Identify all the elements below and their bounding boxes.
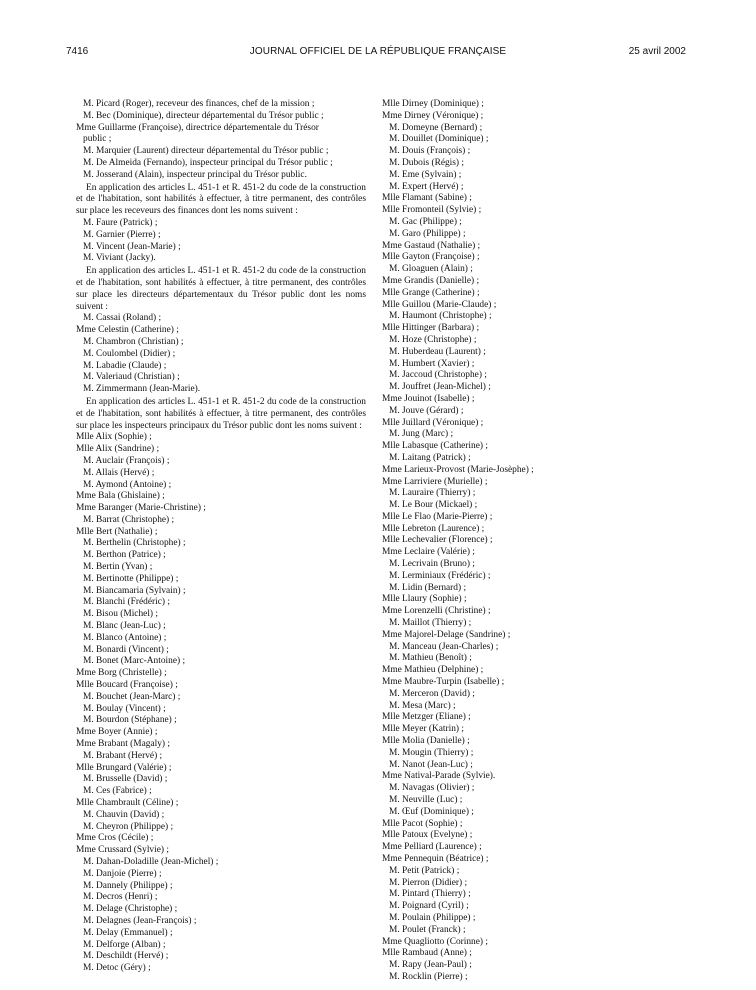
list-item: M. Jaccoud (Christophe) ; xyxy=(389,370,487,381)
list-item: M. Berthon (Patrice) ; xyxy=(83,550,166,561)
list-item: M. Bonardi (Vincent) ; xyxy=(83,644,169,655)
list-item: M. De Almeida (Fernando), inspecteur principal du Trésor public ; xyxy=(83,157,333,168)
list-item: M. Œuf (Dominique) ; xyxy=(389,806,474,817)
list-item: Mme Baranger (Marie-Christine) ; xyxy=(76,503,206,514)
list-item: M. Marquier (Laurent) directeur départemental du Trésor public ; xyxy=(83,146,329,157)
list-item: M. Chambron (Christian) ; xyxy=(83,336,184,347)
list-item: Mlle Juillard (Véronique) ; xyxy=(382,417,484,428)
list-item: Mme Pennequin (Béatrice) ; xyxy=(382,854,489,864)
list-item: Mme Maubre-Turpin (Isabelle) ; xyxy=(382,677,505,688)
list-item: M. Bonet (Marc-Antoine) ; xyxy=(83,656,186,667)
page-header xyxy=(0,46,756,62)
list-item: Mlle Molia (Danielle) ; xyxy=(382,736,470,747)
list-item: M. Garnier (Pierre) ; xyxy=(83,229,161,240)
paragraph: En application des articles L. 451-1 et R. 451-2 du code de la construction et de l'habitation, sont habilités à effectuer, à titre permanent, des contrôles sur place les directeurs départementaux du Trésor public dont les noms suivent : xyxy=(76,266,366,312)
list-item: M. Expert (Hervé) ; xyxy=(389,181,464,192)
list-item: M. Eme (Sylvain) ; xyxy=(389,169,462,180)
list-item: M. Douillet (Dominique) ; xyxy=(389,134,489,145)
list-item: M. Viviant (Jacky). xyxy=(83,253,156,264)
list-item: Mlle Meyer (Katrin) ; xyxy=(382,724,465,735)
list-item: M. Lecrivain (Bruno) ; xyxy=(389,559,475,570)
list-item: M. Delagnes (Jean-François) ; xyxy=(83,915,197,926)
list-item: M. Mathieu (Benoît) ; xyxy=(389,653,472,664)
list-item: M. Brusselle (David) ; xyxy=(83,774,168,785)
list-item: M. Rapy (Jean-Paul) ; xyxy=(389,960,472,971)
list-item: M. Lerminiaux (Frédéric) ; xyxy=(389,570,491,581)
list-item: Mlle Le Flao (Marie-Pierre) ; xyxy=(382,511,493,522)
list-item: M. Jung (Marc) ; xyxy=(389,429,454,440)
journal-title: JOURNAL OFFICIEL DE LA RÉPUBLIQUE FRANÇAISE xyxy=(249,46,507,57)
list-item: M. Picard (Roger), receveur des finances, chef de la mission ; xyxy=(83,99,315,109)
list-item: M. Poulet (Franck) ; xyxy=(389,924,466,935)
list-item: M. Bec (Dominique), directeur départemental du Trésor public ; xyxy=(83,110,324,121)
list-item: M. Poignard (Cyril) ; xyxy=(389,901,469,912)
list-item: M. Blanc (Jean-Luc) ; xyxy=(83,621,166,632)
list-item: M. Delage (Christophe) ; xyxy=(83,904,178,915)
list-item: Mme Pelliard (Laurence) ; xyxy=(382,842,482,853)
list-item: Mme Cros (Cécile) ; xyxy=(76,833,154,844)
list-item: Mlle Gayton (Françoise) ; xyxy=(382,252,480,263)
list-item: Mlle Chambrault (Céline) ; xyxy=(76,798,179,809)
list-item: Mme Guillarme (Françoise), directrice départementale du Trésor xyxy=(76,122,319,133)
list-item: M. Blanchi (Frédéric) ; xyxy=(83,597,170,608)
list-item: M. Dannely (Philippe) ; xyxy=(83,880,173,891)
list-item: Mme Brabant (Magaly) ; xyxy=(76,739,170,750)
list-item: M. Mesa (Marc) ; xyxy=(389,700,456,711)
list-item: Mlle Lechevalier (Florence) ; xyxy=(382,535,493,546)
list-item: Mlle Patoux (Evelyne) ; xyxy=(382,830,473,841)
list-item: M. Dubois (Régis) ; xyxy=(389,157,464,168)
list-item: Mme Mathieu (Delphine) ; xyxy=(382,665,484,676)
list-item: M. Hoze (Christophe) ; xyxy=(389,334,477,345)
list-item: Mme Natival-Parade (Sylvie). xyxy=(382,771,496,782)
list-item: M. Zimmermann (Jean-Marie). xyxy=(83,384,201,395)
list-item: Mlle Boucard (Françoise) ; xyxy=(76,680,178,691)
list-item: M. Bisou (Michel) ; xyxy=(83,609,158,620)
issue-date: 25 avril 2002 xyxy=(628,46,686,57)
list-item: M. Auclair (François) ; xyxy=(83,455,170,466)
list-item: public ; xyxy=(83,134,112,145)
list-item: Mlle Alix (Sandrine) ; xyxy=(76,444,160,455)
list-item: Mme Borg (Christelle) ; xyxy=(76,668,167,679)
list-item: M. Douis (François) ; xyxy=(389,146,471,157)
list-item: M. Vincent (Jean-Marie) ; xyxy=(83,241,181,252)
list-item: Mme Larieux-Provost (Marie-Josèphe) ; xyxy=(382,464,534,475)
list-item: M. Labadie (Claude) ; xyxy=(83,360,167,371)
list-item: M. Allais (Hervé) ; xyxy=(83,467,155,478)
list-item: M. Haumont (Christophe) ; xyxy=(389,311,492,322)
list-item: Mme Jouinot (Isabelle) ; xyxy=(382,393,475,404)
list-item: M. Deschildt (Hervé) ; xyxy=(83,951,169,962)
list-item: M. Humbert (Xavier) ; xyxy=(389,358,475,369)
list-item: Mme Gastaud (Nathalie) ; xyxy=(382,240,481,251)
list-item: Mlle Rambaud (Anne) ; xyxy=(382,948,472,959)
list-item: M. Gac (Philippe) ; xyxy=(389,216,462,227)
list-item: M. Rocklin (Pierre) ; xyxy=(389,971,468,982)
list-item: M. Faure (Patrick) ; xyxy=(83,217,158,228)
list-item: Mme Bala (Ghislaine) ; xyxy=(76,491,165,502)
list-item: M. Cassai (Roland) ; xyxy=(83,313,162,324)
left-column xyxy=(76,99,366,975)
list-item: M. Delforge (Alban) ; xyxy=(83,939,166,950)
list-item: M. Huberdeau (Laurent) ; xyxy=(389,346,486,357)
list-item: M. Bouchet (Jean-Marc) ; xyxy=(83,691,181,702)
list-item: M. Laitang (Patrick) ; xyxy=(389,452,471,463)
paragraph: En application des articles L. 451-1 et R. 451-2 du code de la construction et de l'habitation, sont habilités à effectuer, à titre permanent, des contrôles sur place les receveurs des finances dont les noms suivent : xyxy=(76,182,366,217)
list-item: M. Brabant (Hervé) ; xyxy=(83,750,163,761)
list-item: Mme Quagliotto (Corinne) ; xyxy=(382,936,488,947)
list-item: M. Merceron (David) ; xyxy=(389,688,475,699)
list-item: M. Pintard (Thierry) ; xyxy=(389,889,471,900)
list-item: M. Maillot (Thierry) ; xyxy=(389,618,472,629)
right-column xyxy=(382,99,682,984)
list-item: Mlle Pacot (Sophie) ; xyxy=(382,818,463,829)
list-item: Mme Larriviere (Murielle) ; xyxy=(382,476,488,487)
list-item: M. Le Bour (Mickael) ; xyxy=(389,500,478,511)
list-item: Mlle Brungard (Valérie) ; xyxy=(76,762,172,773)
list-item: M. Petit (Patrick) ; xyxy=(389,865,460,876)
list-item: M. Detoc (Géry) ; xyxy=(83,963,151,974)
list-item: M. Berthelin (Christophe) ; xyxy=(83,538,186,549)
list-item: M. Poulain (Philippe) ; xyxy=(389,912,476,923)
list-item: M. Aymond (Antoine) ; xyxy=(83,479,172,490)
list-item: M. Josserand (Alain), inspecteur principal du Trésor public. xyxy=(83,169,307,180)
list-item: M. Chauvin (David) ; xyxy=(83,809,165,820)
list-item: Mlle Guillou (Marie-Claude) ; xyxy=(382,299,497,310)
list-item: M. Biancamaria (Sylvain) ; xyxy=(83,585,186,596)
list-item: M. Bourdon (Stéphane) ; xyxy=(83,715,177,726)
list-item: Mlle Grange (Catherine) ; xyxy=(382,287,480,298)
list-item: M. Jouffret (Jean-Michel) ; xyxy=(389,382,491,393)
list-item: Mlle Labasque (Catherine) ; xyxy=(382,441,488,452)
list-item: M. Ces (Fabrice) ; xyxy=(83,786,152,797)
list-item: M. Navagas (Olivier) ; xyxy=(389,783,475,794)
paragraph: En application des articles L. 451-1 et R. 451-2 du code de la construction et de l'habitation, sont habilités à effectuer, à titre permanent, des contrôles sur place les inspecteurs principaux du Trésor public dont les noms suivent : xyxy=(76,396,366,431)
list-item: Mme Leclaire (Valérie) ; xyxy=(382,547,475,558)
list-item: M. Garo (Philippe) ; xyxy=(389,228,466,239)
list-item: M. Neuville (Luc) ; xyxy=(389,795,463,806)
list-item: M. Coulombel (Didier) ; xyxy=(83,348,176,359)
list-item: M. Valeriaud (Christian) ; xyxy=(83,372,180,383)
list-item: M. Lidin (Bernard) ; xyxy=(389,582,467,593)
list-item: Mlle Hittinger (Barbara) ; xyxy=(382,323,480,334)
list-item: M. Lauraire (Thierry) ; xyxy=(389,488,476,499)
list-item: Mme Celestin (Catherine) ; xyxy=(76,325,179,336)
list-item: Mme Crussard (Sylvie) ; xyxy=(76,845,169,856)
list-item: M. Pierron (Didier) ; xyxy=(389,877,468,888)
list-item: M. Blanco (Antoine) ; xyxy=(83,632,167,643)
list-item: Mlle Dirney (Dominique) ; xyxy=(382,99,484,109)
list-item: Mlle Flamant (Sabine) ; xyxy=(382,193,472,204)
list-item: M. Gloaguen (Alain) ; xyxy=(389,264,473,275)
list-item: M. Jouve (Gérard) ; xyxy=(389,405,464,416)
list-item: M. Barrat (Christophe) ; xyxy=(83,514,175,525)
list-item: Mme Grandis (Danielle) ; xyxy=(382,275,480,286)
list-item: M. Boulay (Vincent) ; xyxy=(83,703,166,714)
list-item: M. Decros (Henri) ; xyxy=(83,892,158,903)
list-item: Mlle Fromonteil (Sylvie) ; xyxy=(382,205,482,216)
list-item: Mlle Metzger (Eliane) ; xyxy=(382,712,471,723)
list-item: Mlle Llaury (Sophie) ; xyxy=(382,594,467,605)
list-item: M. Bertin (Yvan) ; xyxy=(83,562,153,573)
list-item: Mme Dirney (Véronique) ; xyxy=(382,110,484,121)
list-item: M. Mougin (Thierry) ; xyxy=(389,747,474,758)
list-item: Mlle Alix (Sophie) ; xyxy=(76,432,152,443)
list-item: Mme Majorel-Delage (Sandrine) ; xyxy=(382,629,511,640)
list-item: Mlle Lebreton (Laurence) ; xyxy=(382,523,485,534)
list-item: Mlle Bert (Nathalie) ; xyxy=(76,526,158,537)
list-item: Mme Boyer (Annie) ; xyxy=(76,727,158,738)
list-item: M. Domeyne (Bernard) ; xyxy=(389,122,483,133)
list-item: M. Nanot (Jean-Luc) ; xyxy=(389,759,473,770)
list-item: M. Bertinotte (Philippe) ; xyxy=(83,573,179,584)
page-number: 7416 xyxy=(66,46,89,57)
list-item: M. Cheyron (Philippe) ; xyxy=(83,821,174,832)
list-item: M. Delay (Emmanuel) ; xyxy=(83,927,173,938)
list-item: M. Manceau (Jean-Charles) ; xyxy=(389,641,499,652)
list-item: M. Danjoie (Pierre) ; xyxy=(83,868,162,879)
list-item: Mme Lorenzelli (Christine) ; xyxy=(382,606,491,617)
list-item: M. Dahan-Doladille (Jean-Michel) ; xyxy=(83,857,219,867)
